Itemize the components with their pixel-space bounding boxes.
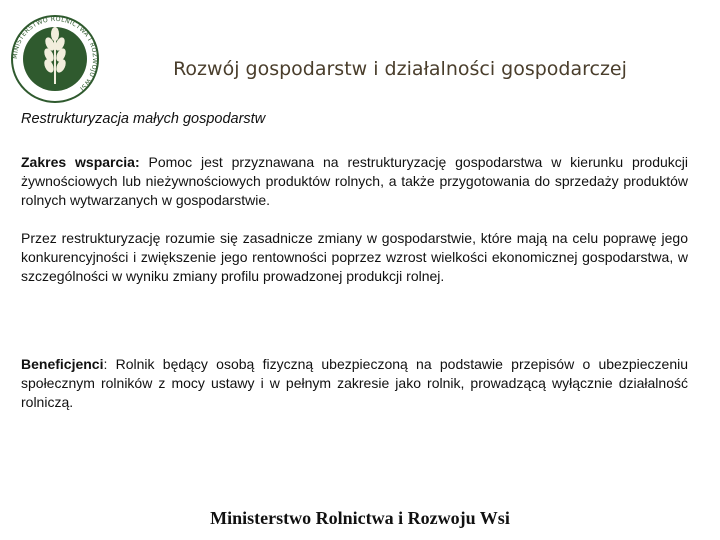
beneficiaries-label: Beneficjenci xyxy=(21,356,104,372)
section-heading: Restrukturyzacja małych gospodarstw xyxy=(21,111,266,127)
scope-paragraph xyxy=(21,153,688,210)
page-title: Rozwój gospodarstw i działalności gospodarczej xyxy=(173,58,627,80)
ministry-emblem-wheat-icon xyxy=(10,14,100,104)
scope-text: Pomoc jest przyznawana na restrukturyzację gospodarstwa w kierunku produkcji żywnościowych lub nieżywnościowych produktów rolnych, a także przygotowania do sprzedaży produktów rolnych wytwarzanych w gospodarstwie. xyxy=(21,154,689,208)
footer-ministry-name: Ministerstwo Rolnictwa i Rozwoju Wsi xyxy=(210,508,510,528)
beneficiaries-text: : Rolnik będący osobą fizyczną ubezpieczoną na podstawie przepisów o ubezpieczeniu społecznym rolników z mocy ustawy i w pełnym zakresie jako rolnik, prowadzącą wyłącznie działalność rolniczą. xyxy=(21,356,688,410)
definition-paragraph: Przez restrukturyzację rozumie się zasadnicze zmiany w gospodarstwie, które mają na celu poprawę jego konkurencyjności i zwiększenie jego rentowności poprzez wzrost wielkości ekonomicznej gospodarstwa, w szczególności w wyniku zmiany profilu prowadzonej produkcji rolnej. xyxy=(21,230,688,284)
beneficiaries-paragraph xyxy=(21,355,688,412)
scope-label: Zakres wsparcia: xyxy=(21,154,140,170)
emblem-ring-text: MINISTERSTWO ROLNICTWA I ROZWOJU WSI xyxy=(11,15,99,92)
